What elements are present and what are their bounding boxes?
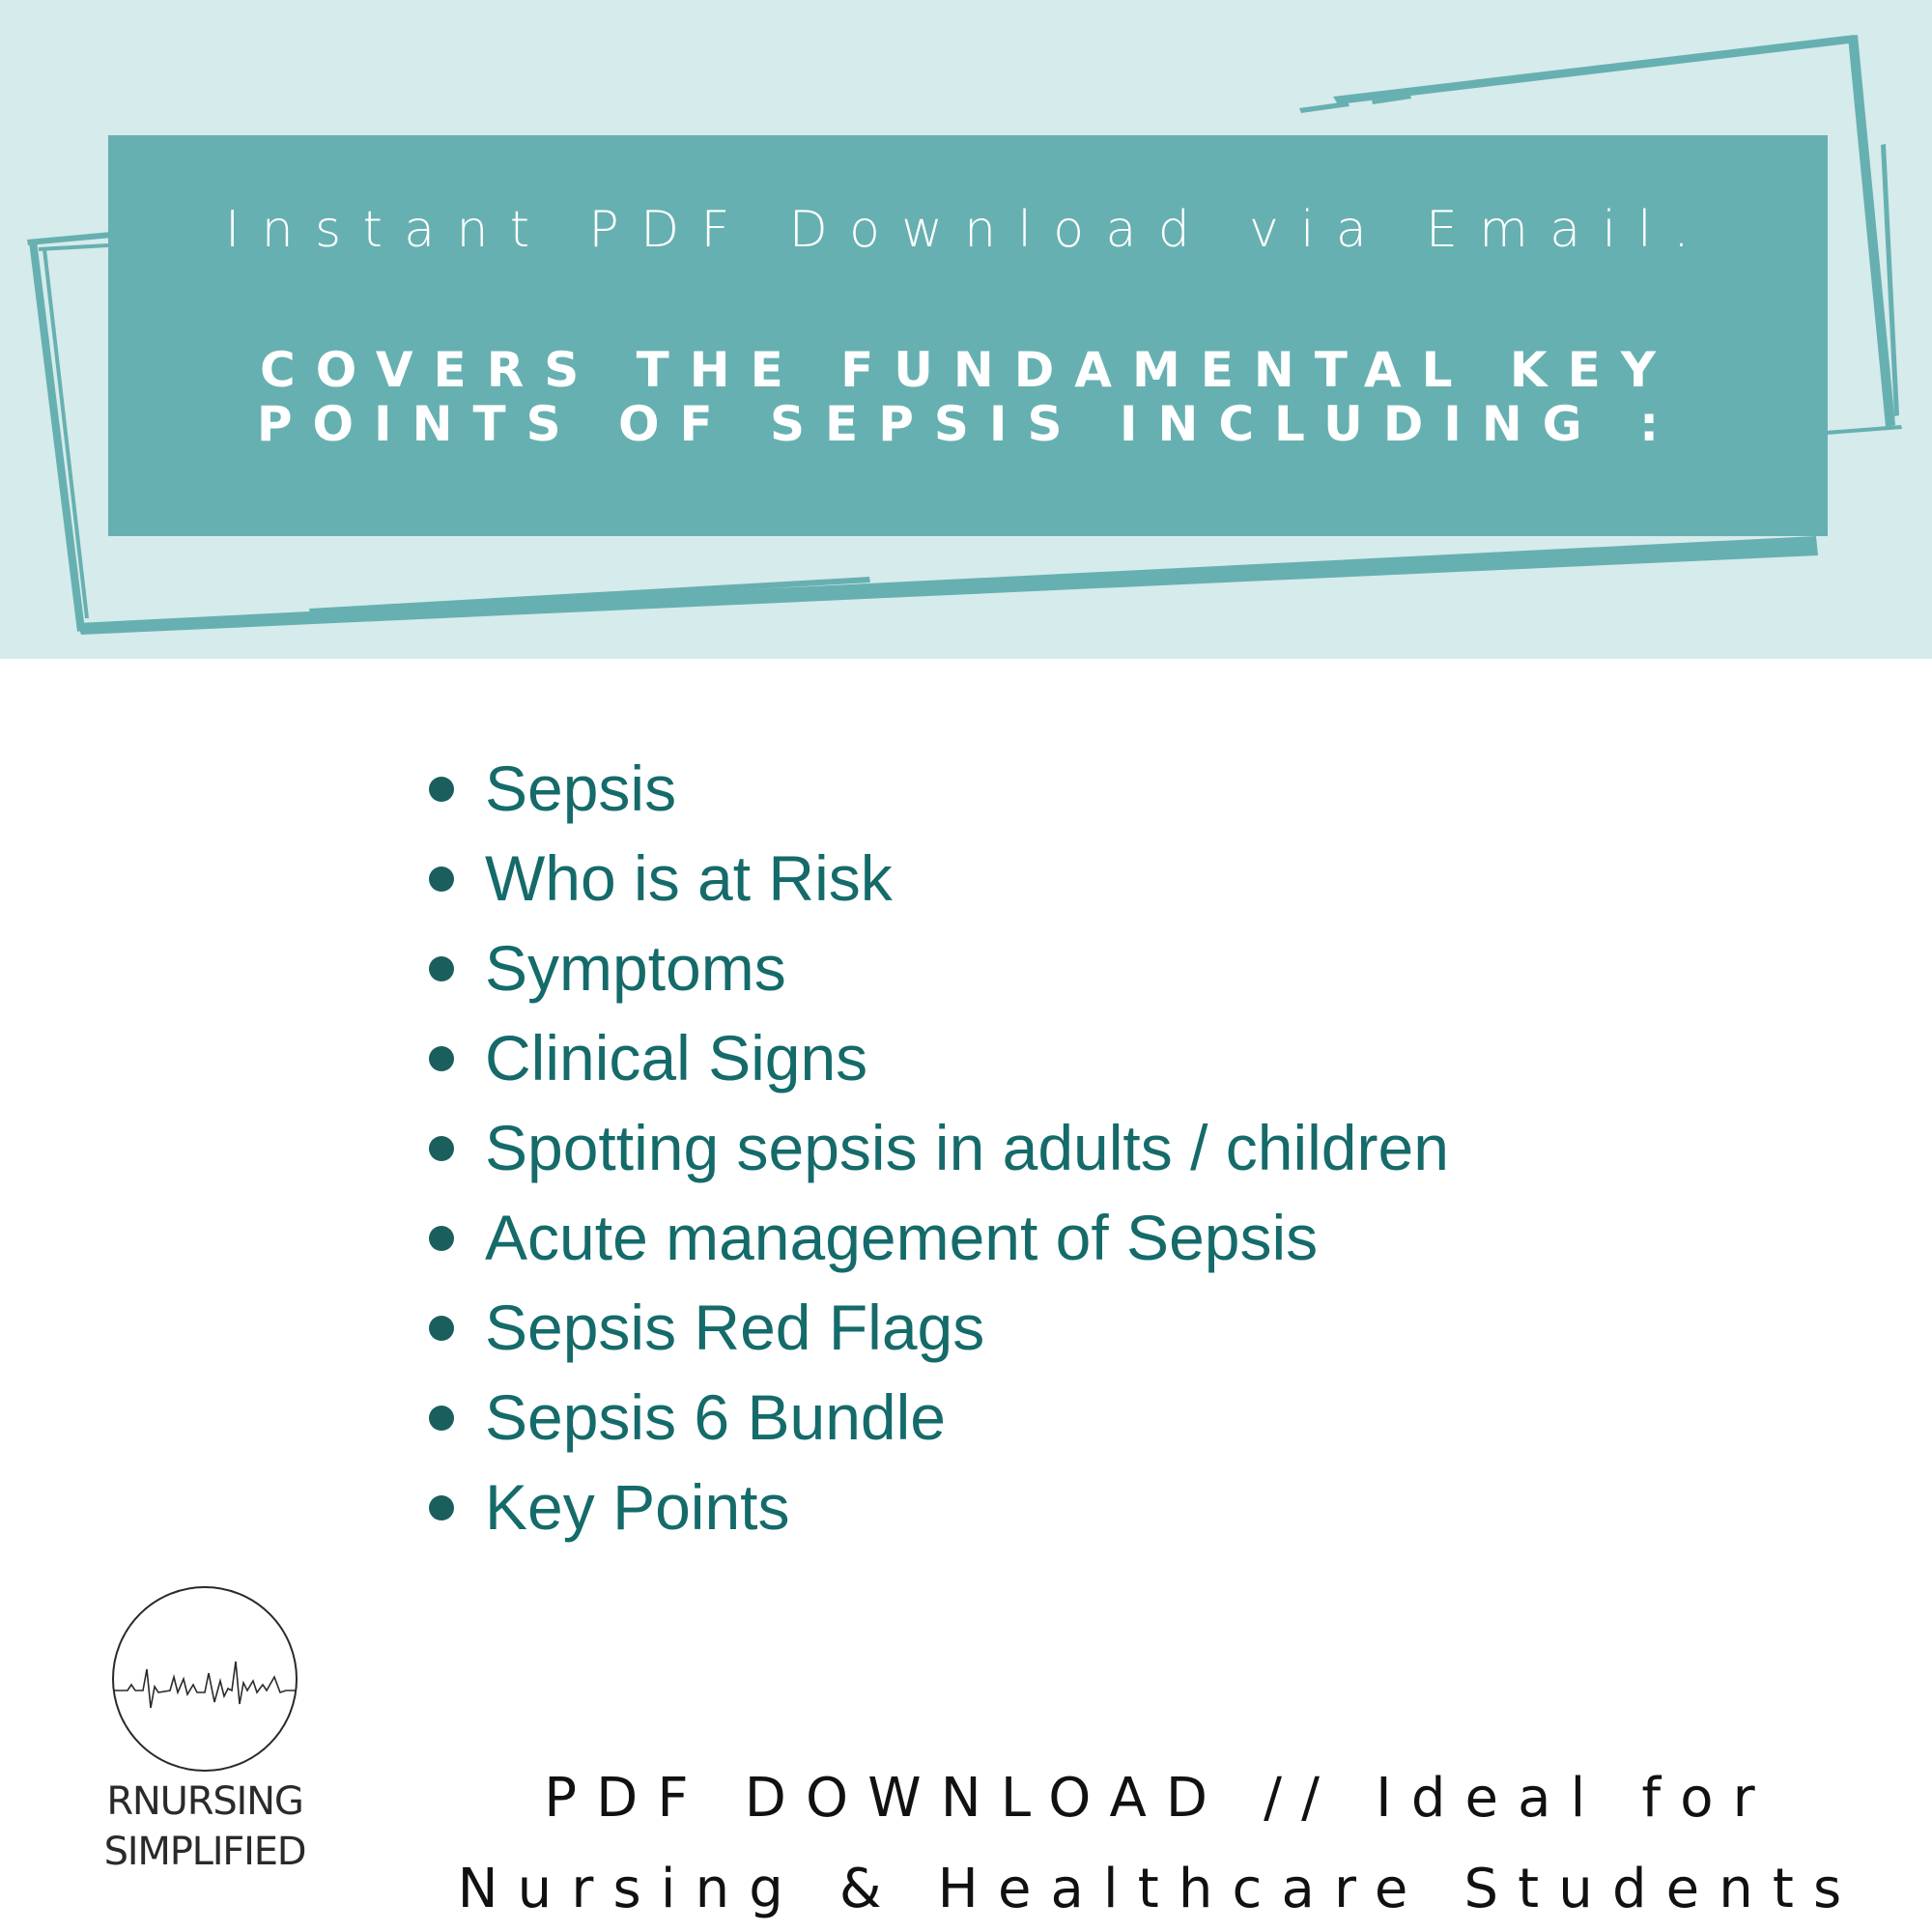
list-item	[425, 1103, 1449, 1193]
list-item	[425, 834, 1449, 923]
bullet-icon	[429, 956, 454, 981]
topic-label: Sepsis 6 Bundle	[485, 1381, 946, 1453]
bullet-icon	[429, 1406, 454, 1431]
topic-label: Acute management of Sepsis	[485, 1202, 1319, 1273]
list-item	[425, 1013, 1449, 1103]
topics-list	[425, 744, 1449, 1552]
bullet-icon	[429, 1046, 454, 1071]
logo-wordmark-line2: SIMPLIFIED	[103, 1830, 306, 1874]
list-item	[425, 1373, 1449, 1463]
bullet-icon	[429, 1226, 454, 1251]
heartbeat-icon	[110, 1584, 299, 1774]
list-item	[425, 1283, 1449, 1373]
list-item	[425, 923, 1449, 1013]
topic-label: Symptoms	[485, 932, 786, 1004]
list-item	[425, 1463, 1449, 1552]
list-item	[425, 744, 1449, 834]
hero-banner	[0, 0, 1932, 659]
bullet-icon	[429, 1136, 454, 1161]
bullet-icon	[429, 1495, 454, 1520]
topic-label: Spotting sepsis in adults / children	[485, 1112, 1449, 1183]
topic-label: Sepsis	[485, 753, 677, 824]
hero-headline: COVERS THE FUNDAMENTAL KEY POINTS OF SEPSIS INCLUDING :	[256, 342, 1680, 452]
footer-tagline: PDF DOWNLOAD // Ideal for Nursing & Healthcare Students	[457, 1767, 1861, 1920]
list-item	[425, 1193, 1449, 1283]
download-notice: Instant PDF Download via Email.	[225, 201, 1711, 259]
bullet-icon	[429, 1316, 454, 1341]
topic-label: Clinical Signs	[485, 1022, 868, 1094]
bullet-icon	[429, 777, 454, 802]
brand-logo	[89, 1584, 321, 1874]
bullet-icon	[429, 867, 454, 892]
topic-label: Sepsis Red Flags	[485, 1292, 985, 1363]
hero-title-box	[108, 135, 1828, 536]
topic-label: Who is at Risk	[485, 842, 893, 914]
logo-wordmark-line1: RNURSING	[106, 1779, 303, 1824]
topic-label: Key Points	[485, 1471, 790, 1543]
